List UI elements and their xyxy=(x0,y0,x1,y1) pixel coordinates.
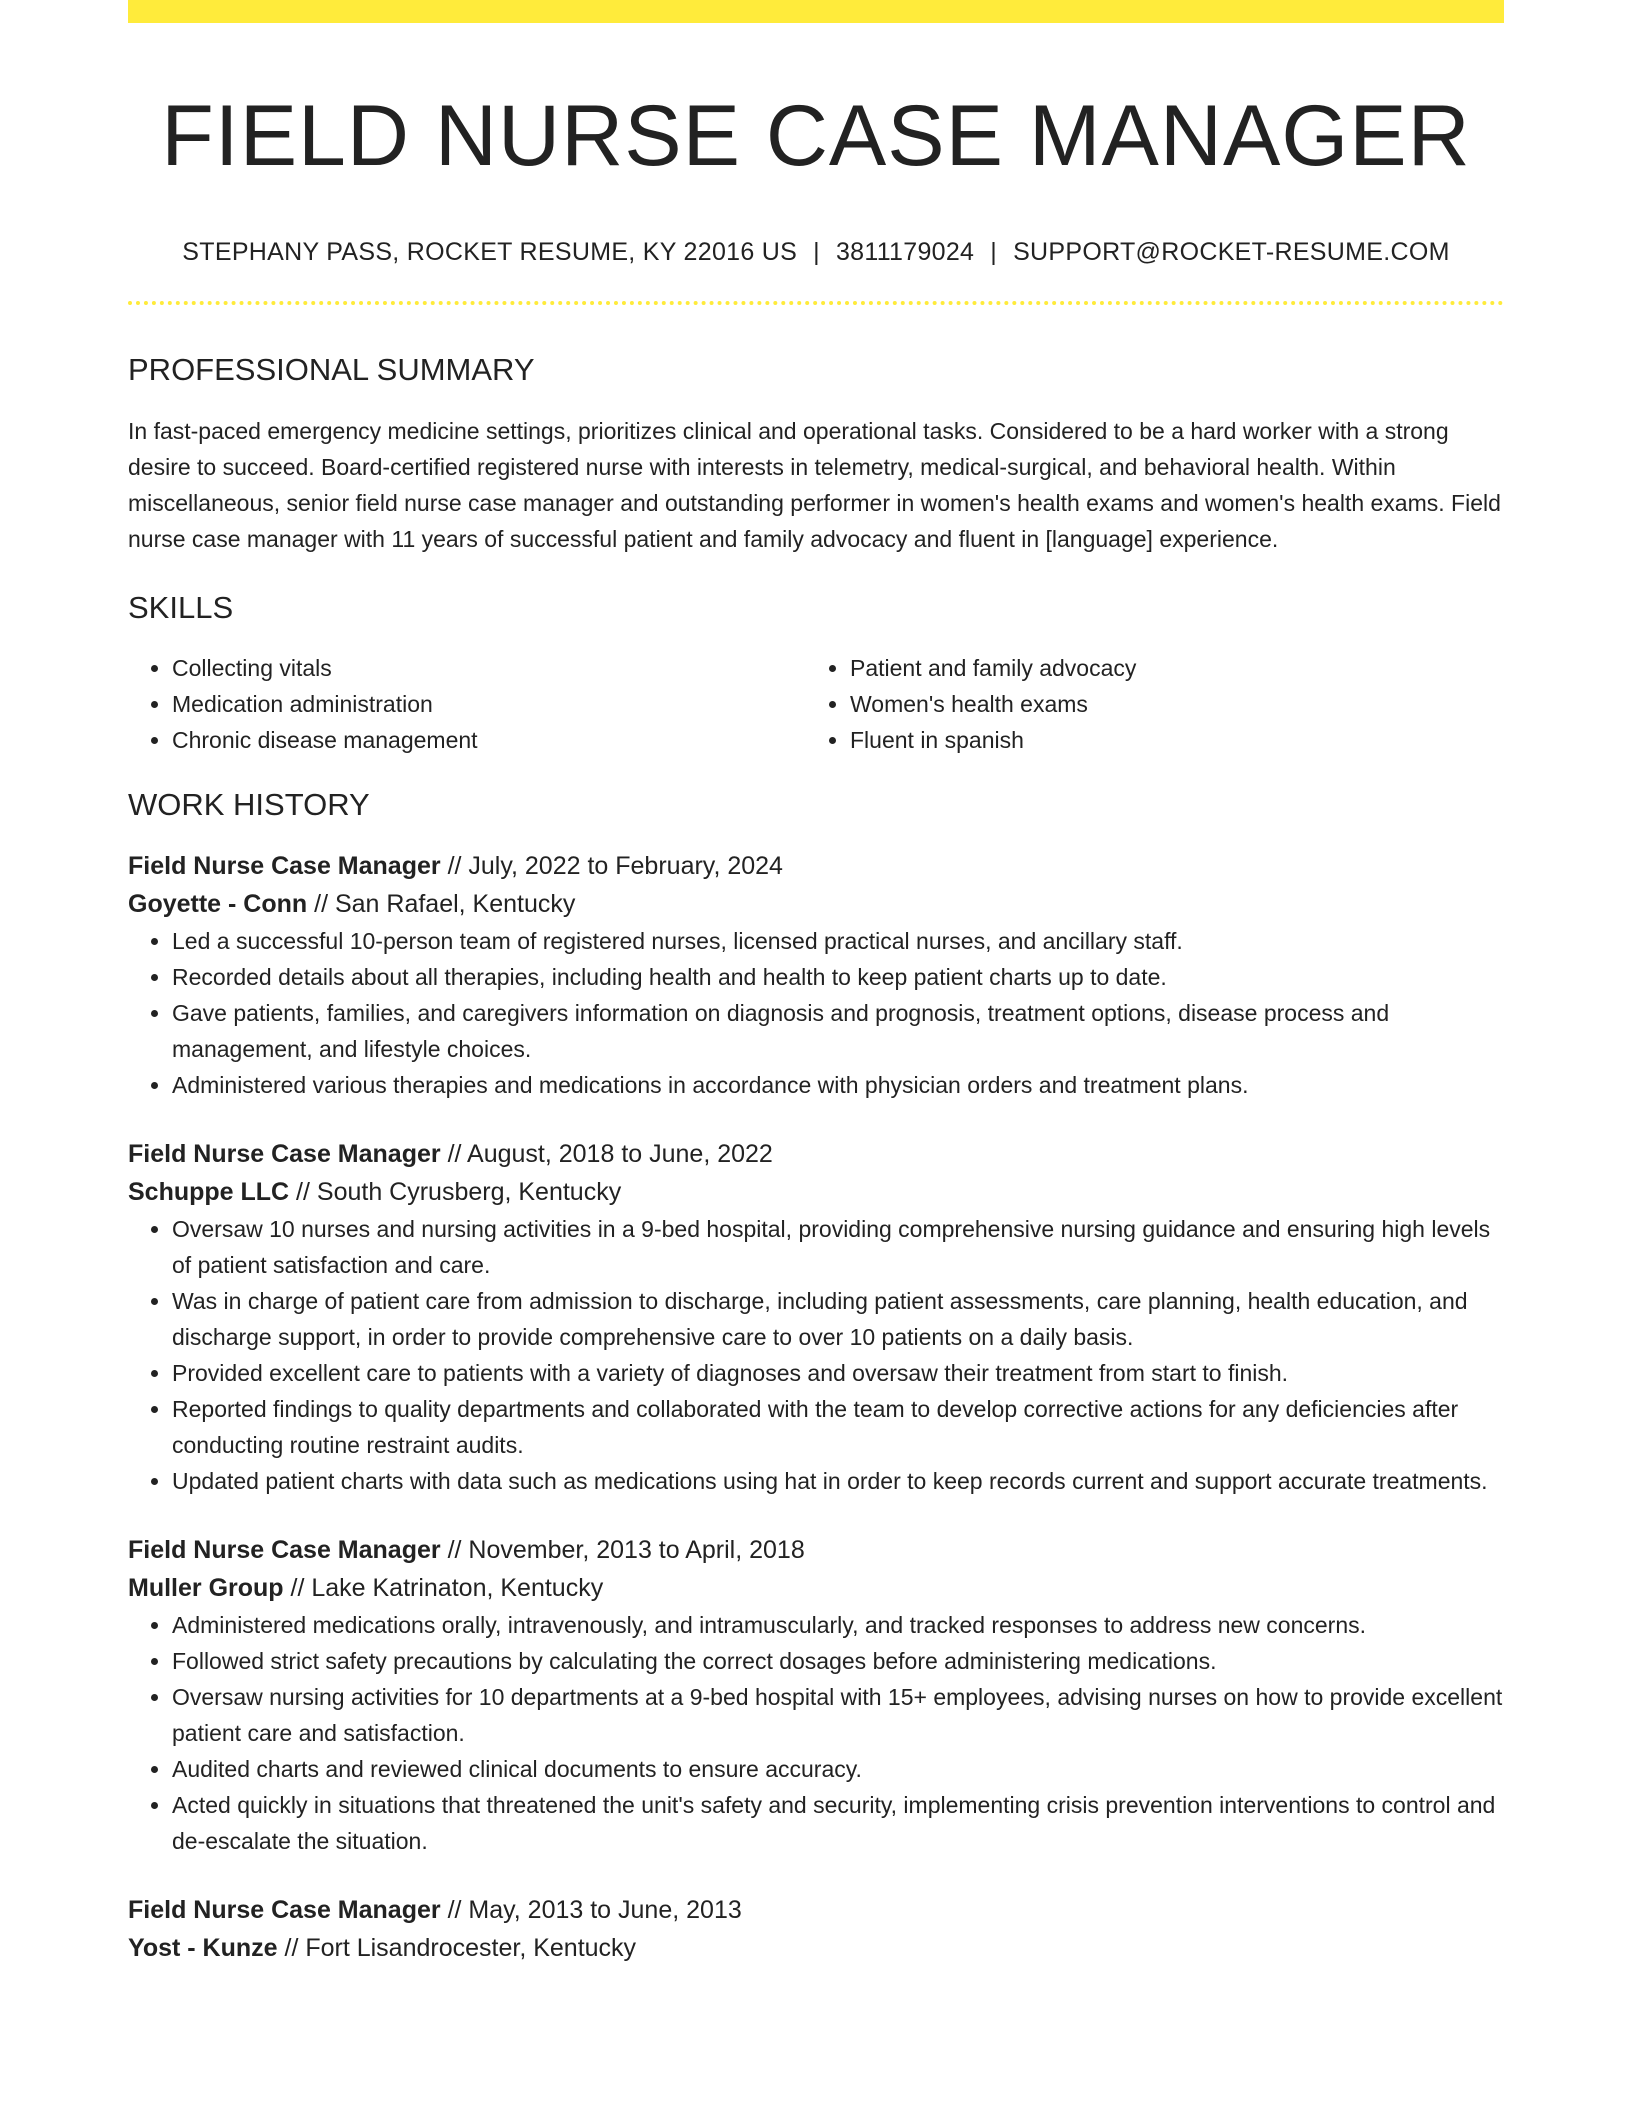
job-title-line xyxy=(128,1135,1504,1173)
skill-item: • Patient and family advocacy xyxy=(850,650,1484,686)
job-bullet: • Administered various therapies and medications in accordance with physician orders and treatment plans. xyxy=(172,1067,1504,1103)
job-company: Yost - Kunze xyxy=(128,1934,278,1963)
job-bullet: • Followed strict safety precautions by calculating the correct dosages before administering medications. xyxy=(172,1643,1504,1679)
job-location: // San Rafael, Kentucky xyxy=(307,890,576,919)
contact-address: STEPHANY PASS, ROCKET RESUME, KY 22016 US xyxy=(182,238,798,267)
job-dates: // May, 2013 to June, 2013 xyxy=(440,1896,742,1925)
skill-item: • Women's health exams xyxy=(850,686,1484,722)
job-entry xyxy=(128,1531,1504,1859)
job-entry xyxy=(128,1891,1504,1967)
dotted-divider xyxy=(128,301,1504,305)
job-company-line xyxy=(128,885,1504,923)
job-bullet-list xyxy=(128,923,1504,1103)
job-dates: // July, 2022 to February, 2024 xyxy=(440,852,783,881)
skill-item: • Chronic disease management xyxy=(172,722,806,758)
job-title-line xyxy=(128,1531,1504,1569)
job-title-line xyxy=(128,847,1504,885)
contact-phone: 3811179024 xyxy=(835,238,975,267)
job-bullet: • Oversaw 10 nurses and nursing activities in a 9-bed hospital, providing comprehensive nursing guidance and ensuring high levels of patient satisfaction and care. xyxy=(172,1211,1504,1283)
job-company-line xyxy=(128,1929,1504,1967)
job-title: Field Nurse Case Manager xyxy=(128,1140,441,1169)
job-bullet: • Gave patients, families, and caregivers information on diagnosis and prognosis, treatment options, disease process and management, and lifestyle choices. xyxy=(172,995,1504,1067)
contact-separator: | xyxy=(813,238,820,267)
section-title-work-history: WORK HISTORY xyxy=(128,787,370,823)
skills-columns xyxy=(128,650,1504,758)
job-title: Field Nurse Case Manager xyxy=(128,1896,441,1925)
job-title-line xyxy=(128,1891,1504,1929)
job-bullet-list xyxy=(128,1211,1504,1499)
job-title: Field Nurse Case Manager xyxy=(128,852,441,881)
job-bullet: • Acted quickly in situations that threatened the unit's safety and security, implementing crisis prevention interventions to control and de-escalate the situation. xyxy=(172,1787,1504,1859)
resume-content xyxy=(128,0,1504,1967)
job-company: Goyette - Conn xyxy=(128,890,308,919)
skill-item: • Collecting vitals xyxy=(172,650,806,686)
job-bullet: • Provided excellent care to patients with a variety of diagnoses and oversaw their treatment from start to finish. xyxy=(172,1355,1504,1391)
job-company-line xyxy=(128,1173,1504,1211)
summary-text: In fast-paced emergency medicine settings, prioritizes clinical and operational tasks. Considered to be a hard worker with a strong desire to succeed. Board-certified registered nurse with interests in telemetry, medical-surgical, and behavioral health. Within miscellaneous, senior field nurse case manager and outstanding performer in women's health exams and women's health exams. Field nurse case manager with 11 years of successful patient and family advocacy and fluent in [language] experience. xyxy=(128,417,1501,552)
top-accent-bar xyxy=(128,0,1504,23)
job-bullet: • Updated patient charts with data such as medications using hat in order to keep records current and support accurate treatments. xyxy=(172,1463,1504,1499)
job-bullet: • Reported findings to quality departments and collaborated with the team to develop corrective actions for any deficiencies after conducting routine restraint audits. xyxy=(172,1391,1504,1463)
contact-email: SUPPORT@ROCKET-RESUME.COM xyxy=(1013,238,1450,267)
job-company-line xyxy=(128,1569,1504,1607)
section-title-skills: SKILLS xyxy=(128,589,234,625)
job-company: Muller Group xyxy=(128,1574,284,1603)
job-bullet: • Audited charts and reviewed clinical documents to ensure accuracy. xyxy=(172,1751,1504,1787)
resume-name: FIELD NURSE CASE MANAGER xyxy=(161,88,1471,184)
job-location: // Fort Lisandrocester, Kentucky xyxy=(277,1934,637,1963)
job-title: Field Nurse Case Manager xyxy=(128,1536,441,1565)
job-location: // Lake Katrinaton, Kentucky xyxy=(283,1574,604,1603)
skill-item: • Fluent in spanish xyxy=(850,722,1484,758)
skills-list-right xyxy=(806,650,1484,758)
job-bullet: • Led a successful 10-person team of registered nurses, licensed practical nurses, and ancillary staff. xyxy=(172,923,1504,959)
job-entry xyxy=(128,1135,1504,1499)
job-dates: // November, 2013 to April, 2018 xyxy=(440,1536,805,1565)
job-company: Schuppe LLC xyxy=(128,1178,290,1207)
job-bullet: • Oversaw nursing activities for 10 departments at a 9-bed hospital with 15+ employees, advising nurses on how to provide excellent patient care and satisfaction. xyxy=(172,1679,1504,1751)
contact-separator: | xyxy=(990,238,998,267)
contact-line xyxy=(128,236,1504,269)
job-location: // South Cyrusberg, Kentucky xyxy=(289,1178,622,1207)
skill-item: • Medication administration xyxy=(172,686,806,722)
job-entry xyxy=(128,847,1504,1103)
section-title-summary: PROFESSIONAL SUMMARY xyxy=(128,351,535,387)
skills-list-left xyxy=(128,650,806,758)
job-bullet: • Administered medications orally, intravenously, and intramuscularly, and tracked responses to address new concerns. xyxy=(172,1607,1504,1643)
job-bullet-list xyxy=(128,1607,1504,1859)
job-bullet: • Recorded details about all therapies, including health and health to keep patient charts up to date. xyxy=(172,959,1504,995)
job-dates: // August, 2018 to June, 2022 xyxy=(440,1140,773,1169)
job-bullet: • Was in charge of patient care from admission to discharge, including patient assessments, care planning, health education, and discharge support, in order to provide comprehensive care to over 10 patients on a daily basis. xyxy=(172,1283,1504,1355)
